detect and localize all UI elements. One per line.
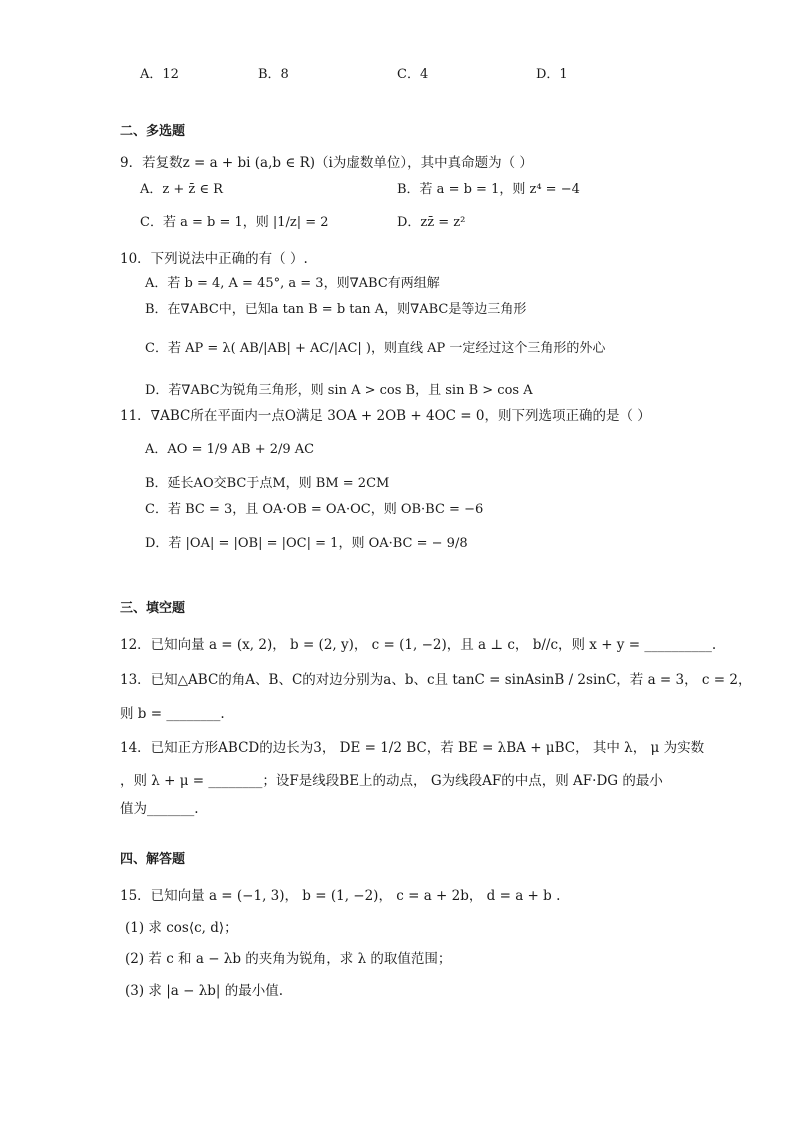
q11-option-c: C．若 BC = 3，且 OA·OB = OA·OC，则 OB·BC = −6 [145,502,484,517]
q15-part-3: (3) 求 |a − λb| 的最小值. [125,983,284,999]
q11-option-d: D．若 |OA| = |OB| = |OC| = 1，则 OA·BC = − 9/8 [145,536,468,551]
q15-part-1: (1) 求 cos⟨c, d⟩； [125,920,238,936]
q9-option-d: D．zz̄ = z² [397,215,466,230]
q9-option-b: B．若 a = b = 1，则 z⁴ = −4 [397,182,580,197]
q15-part-2: (2) 若 c 和 a − λb 的夹角为锐角，求 λ 的取值范围； [125,951,452,967]
q14-line-2: ，则 λ + μ = ________；设F是线段BE上的动点， G为线段AF的中点，则 AF·DG 的最小 [120,773,663,789]
q14-line-3: 值为_______. [120,801,199,817]
top-option-c: C．4 [397,67,429,82]
q10-option-d: D．若∇ABC为锐角三角形，则 sin A > cos B，且 sin B > cos A [145,383,533,398]
q13-line-1: 13．已知△ABC的角A、B、C的对边分别为a、b、c且 tanC = sinAsinB / 2sinC，若 a = 3， c = 2， [120,672,752,688]
q11-option-a: A．AO = 1/9 AB + 2/9 AC [145,442,315,457]
q9-option-a: A．z + z̄ ∈ R [140,182,223,197]
section-heading-fill-in: 三、填空题 [120,601,186,616]
q10-stem: 10．下列说法中正确的有（ ）. [120,251,308,267]
q9-stem: 9．若复数z = a + bi (a,b ∈ R)（i为虚数单位），其中真命题为（ ） [120,155,533,171]
top-option-b: B．8 [258,67,289,82]
top-option-a: A．12 [140,67,179,82]
q13-line-2: 则 b = ________. [120,706,225,722]
q14-line-1: 14．已知正方形ABCD的边长为3， DE = 1/2 BC，若 BE = λBA + μBC， 其中 λ， μ 为实数 [120,740,705,756]
section-heading-multi-choice: 二、多选题 [120,124,186,139]
q9-option-c: C．若 a = b = 1，则 |1/z| = 2 [140,215,329,230]
q11-stem: 11．∇ABC所在平面内一点O满足 3OA + 2OB + 4OC = 0，则下列选项正确的是（ ） [120,408,651,424]
q10-option-b: B．在∇ABC中，已知a tan B = b tan A，则∇ABC是等边三角形 [145,302,527,317]
q15-stem: 15．已知向量 a = (−1, 3)， b = (1, −2)， c = a + 2b， d = a + b . [120,888,561,904]
q10-option-a: A．若 b = 4, A = 45°, a = 3，则∇ABC有两组解 [145,276,440,291]
q12-text: 12．已知向量 a = (x, 2)， b = (2, y)， c = (1, −2)，且 a ⊥ c， b//c，则 x + y = __________. [120,637,717,653]
top-option-d: D．1 [536,67,568,82]
section-heading-solutions: 四、解答题 [120,852,186,867]
q11-option-b: B．延长AO交BC于点M，则 BM = 2CM [145,476,390,491]
q10-option-c: C．若 AP = λ( AB/|AB| + AC/|AC| )，则直线 AP 一定经过这个三角形的外心 [145,341,606,356]
